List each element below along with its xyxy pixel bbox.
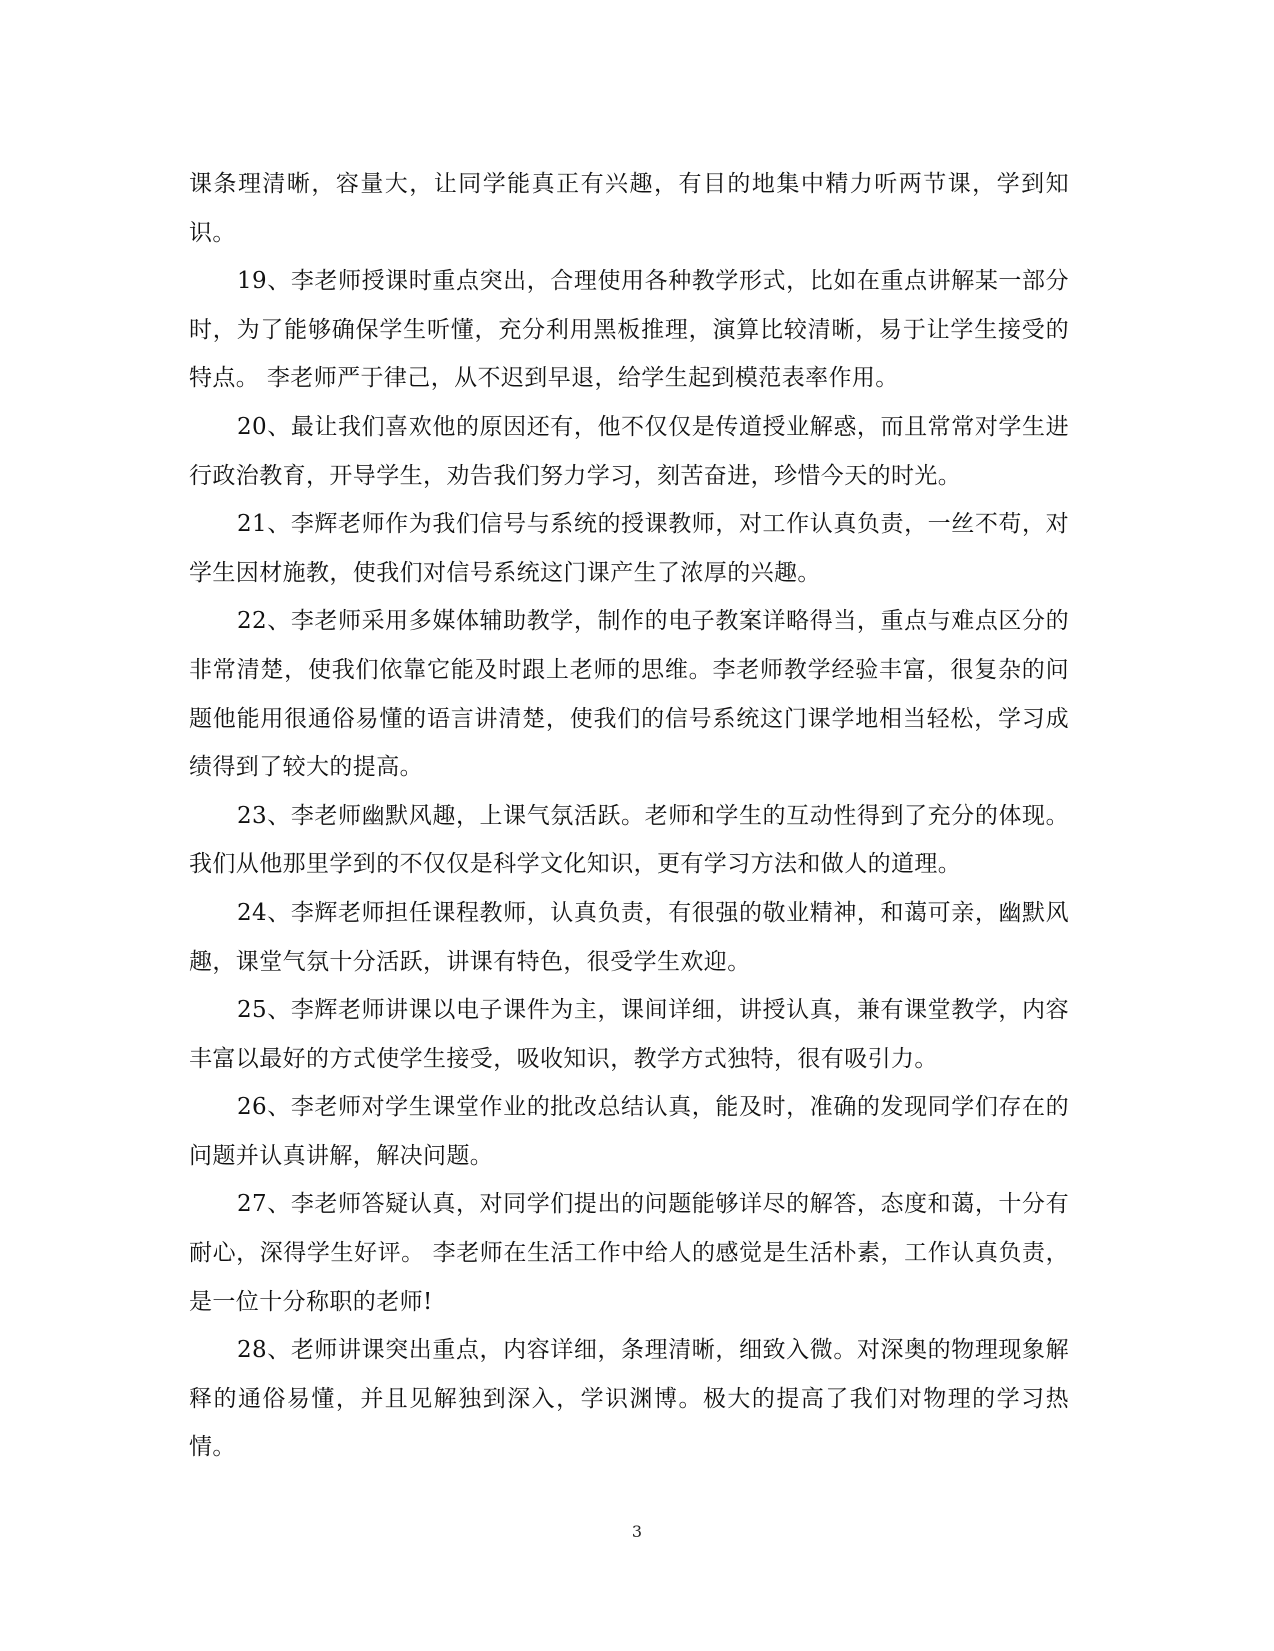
paragraph-continuation: 课条理清晰，容量大，让同学能真正有兴趣，有目的地集中精力听两节课，学到知识。 — [189, 171, 1069, 246]
paragraph-25: 25、李辉老师讲课以电子课件为主，课间详细，讲授认真，兼有课堂教学，内容丰富以最好的方式使学生接受，吸收知识，教学方式独特，很有吸引力。 — [189, 997, 1069, 1072]
paragraph-24: 24、李辉老师担任课程教师，认真负责，有很强的敬业精神，和蔼可亲，幽默风趣，课堂气氛十分活跃，讲课有特色，很受学生欢迎。 — [189, 899, 1069, 975]
paragraph-21: 21、李辉老师作为我们信号与系统的授课教师，对工作认真负责，一丝不苟，对学生因材施教，使我们对信号系统这门课产生了浓厚的兴趣。 — [189, 511, 1069, 586]
paragraph-19: 19、李老师授课时重点突出，合理使用各种教学形式，比如在重点讲解某一部分时，为了能够确保学生听懂，充分利用黑板推理，演算比较清晰，易于让学生接受的特点。 李老师严于律己，从不迟到早退，给学生起到模范表率作用。 — [189, 268, 1069, 392]
paragraph-22: 22、李老师采用多媒体辅助教学，制作的电子教案详略得当，重点与难点区分的非常清楚，使我们依靠它能及时跟上老师的思维。李老师教学经验丰富，很复杂的问题他能用很通俗易懂的语言讲清楚，使我们的信号系统这门课学地相当轻松，学习成绩得到了较大的提高。 — [189, 608, 1069, 781]
paragraph-27: 27、李老师答疑认真，对同学们提出的问题能够详尽的解答，态度和蔼，十分有耐心，深得学生好评。 李老师在生活工作中给人的感觉是生活朴素，工作认真负责，是一位十分称职的老师! — [189, 1191, 1069, 1315]
paragraph-28: 28、老师讲课突出重点，内容详细，条理清晰，细致入微。对深奥的物理现象解释的通俗易懂，并且见解独到深入，学识渊博。极大的提高了我们对物理的学习热情。 — [189, 1337, 1069, 1461]
paragraph-23: 23、李老师幽默风趣，上课气氛活跃。老师和学生的互动性得到了充分的体现。我们从他那里学到的不仅仅是科学文化知识，更有学习方法和做人的道理。 — [189, 802, 1069, 878]
paragraph-26: 26、李老师对学生课堂作业的批改总结认真，能及时，准确的发现同学们存在的问题并认真讲解，解决问题。 — [189, 1094, 1069, 1169]
document-body — [189, 160, 1069, 1472]
page-number: 3 — [631, 1522, 643, 1541]
paragraph-20: 20、最让我们喜欢他的原因还有，他不仅仅是传道授业解惑，而且常常对学生进行政治教育，开导学生，劝告我们努力学习，刻苦奋进，珍惜今天的时光。 — [189, 413, 1069, 489]
